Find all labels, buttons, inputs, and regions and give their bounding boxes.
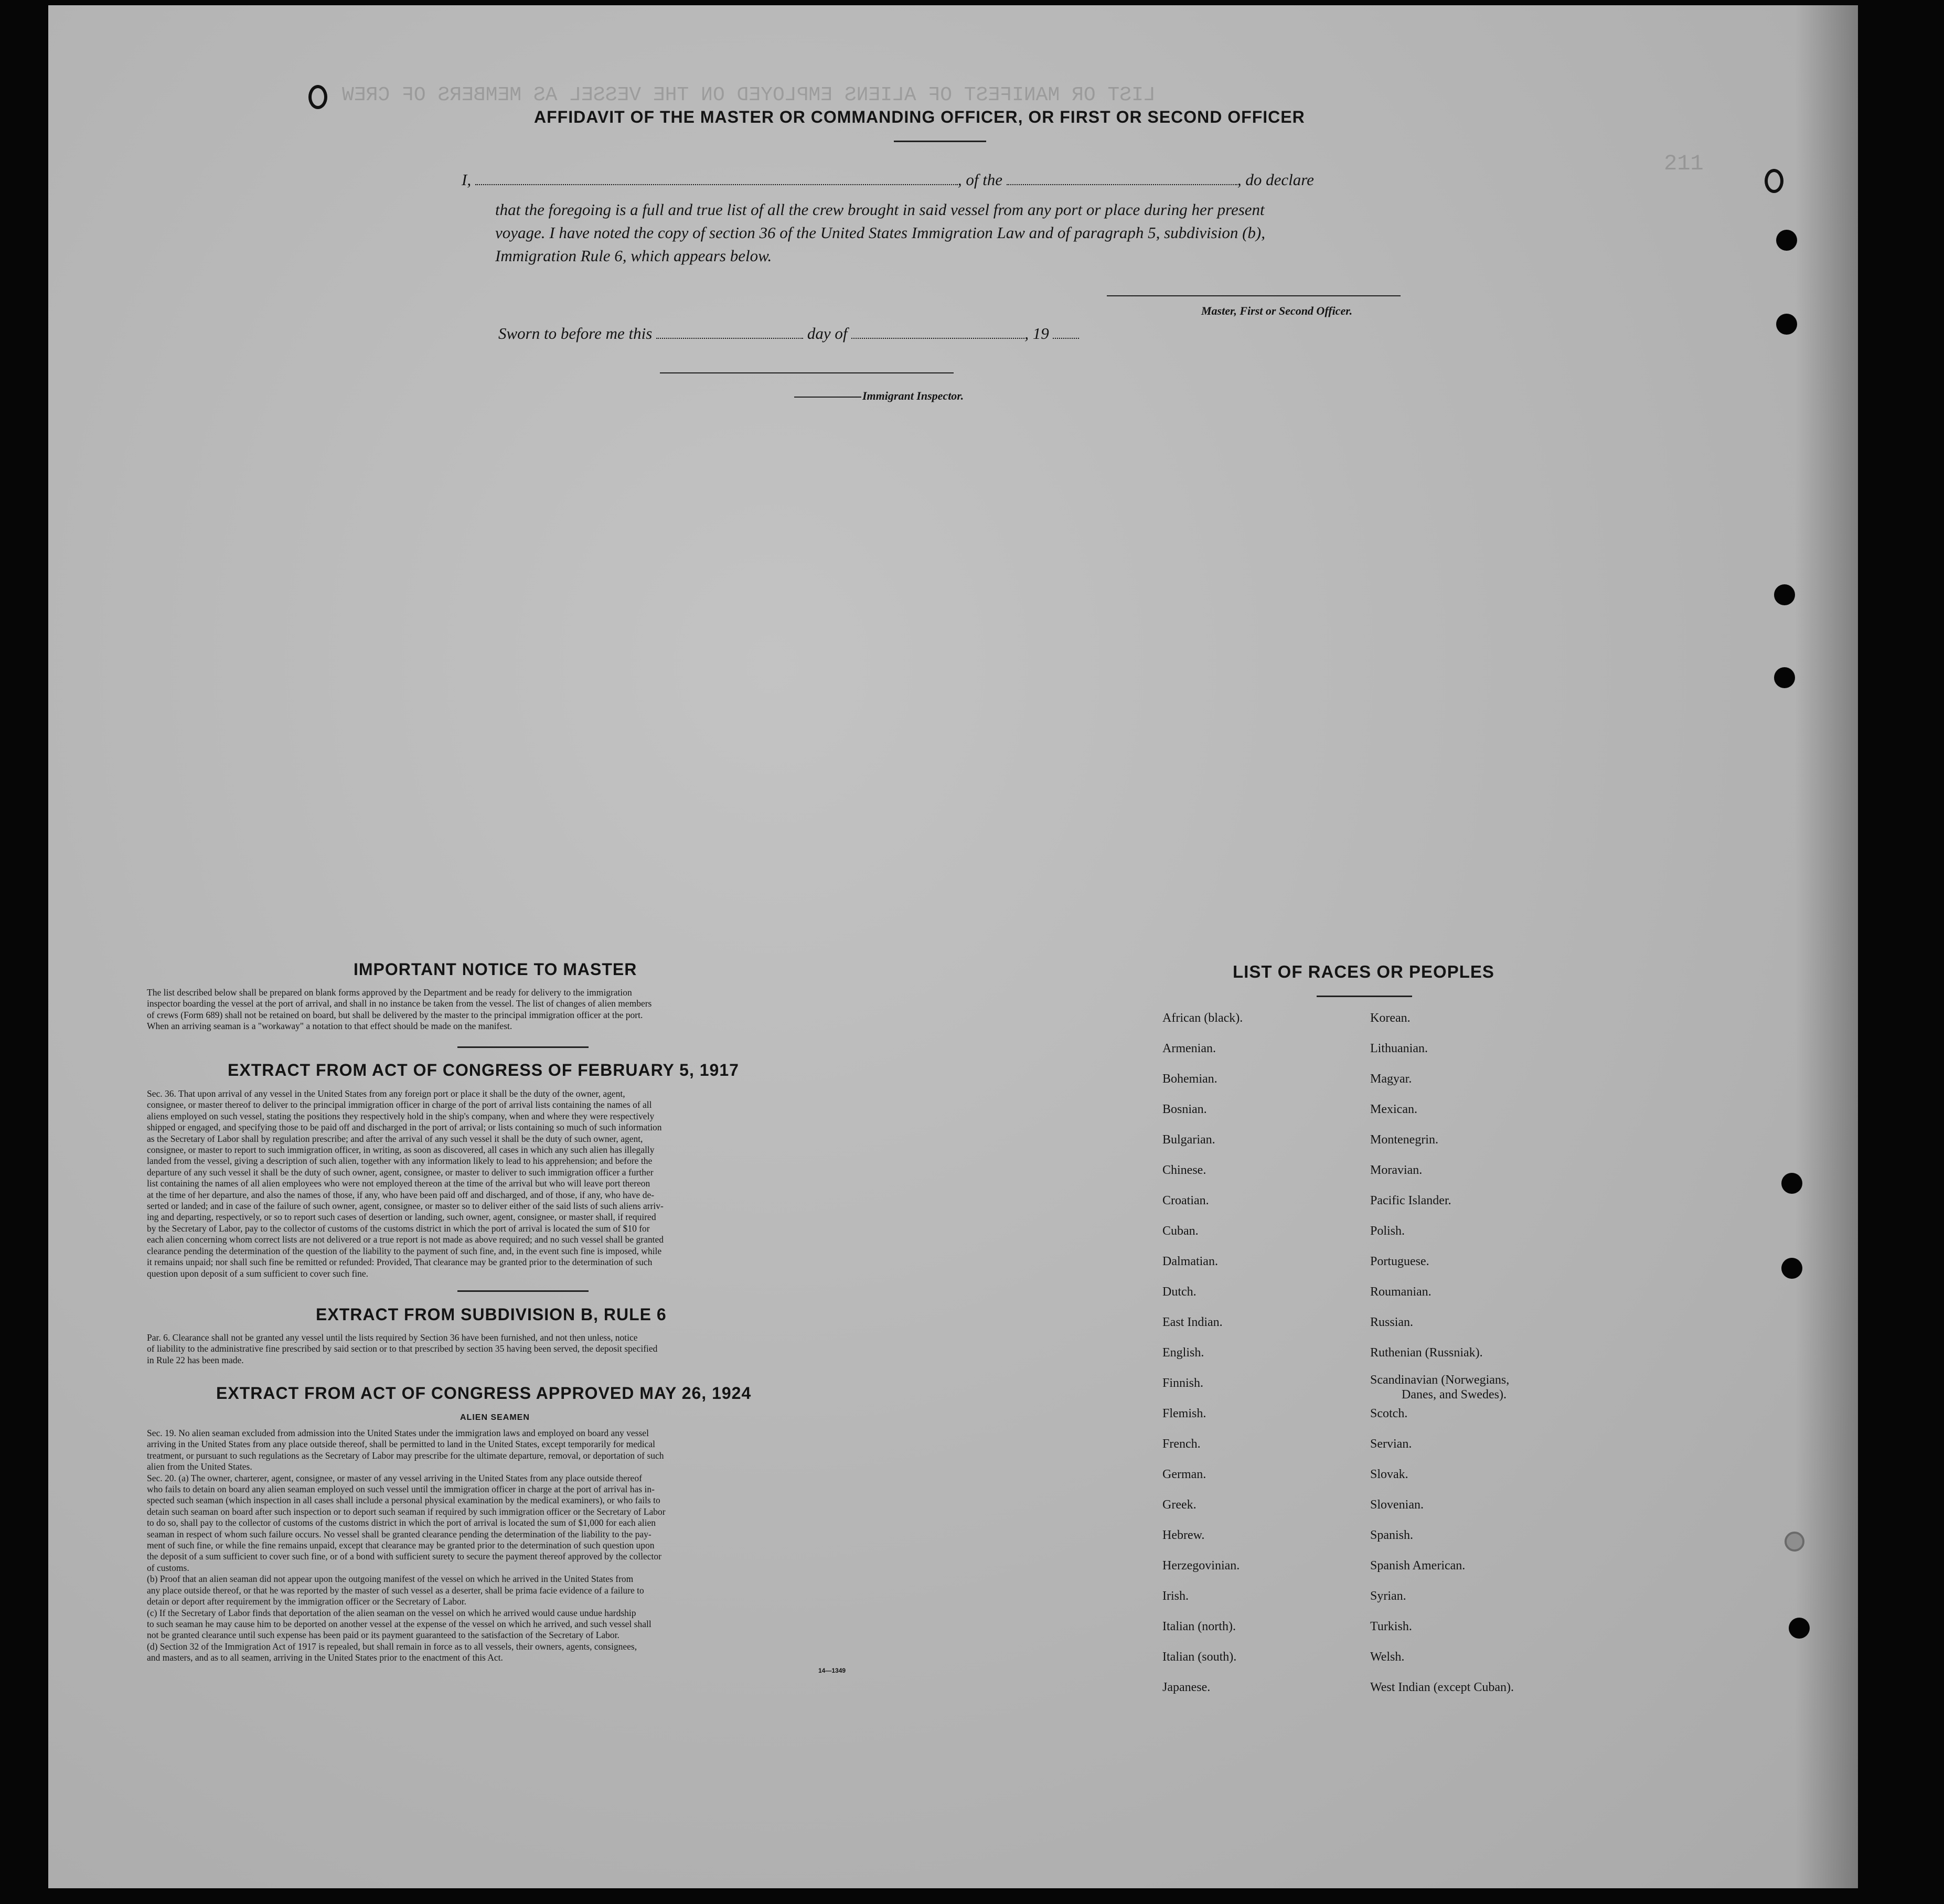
notice-line: The list described below shall be prepared on blank forms approved by the Department and be ready for delivery to the immigration — [147, 987, 632, 998]
race-item: Scotch. — [1370, 1407, 1408, 1420]
extract-1924-line: alien from the United States. — [147, 1461, 252, 1472]
race-item: Croatian. — [1162, 1194, 1209, 1207]
declaration-line-1 — [462, 170, 1314, 189]
race-item: Polish. — [1370, 1224, 1405, 1238]
extract-1917-line: aliens employed on such vessel, stating the positions they respectively hold in the ship's company, when and where they were respectively — [147, 1110, 655, 1121]
subdivision-line: Par. 6. Clearance shall not be granted any vessel until the lists required by Section 36 have been furnished, and not then unless, notice — [147, 1332, 638, 1343]
extract-1917-line: clearance pending the determination of the question of the liability to the payment of such fine, and, in the event such fine is imposed, while — [147, 1245, 662, 1256]
subdivision-line: in Rule 22 has been made. — [147, 1354, 244, 1365]
extract-1924-line: detain such seaman on board after such inspection or to deport such seaman if required by such immigration officer or the Secretary of Labor — [147, 1506, 666, 1517]
punch-hole-icon — [1776, 314, 1797, 335]
race-item: Bohemian. — [1162, 1072, 1217, 1086]
notice-title: IMPORTANT NOTICE TO MASTER — [354, 960, 637, 979]
extract-1924-line: ment of such fine, or while the fine remains unpaid, except that clearance may be granted prior to the determination of such question upon — [147, 1540, 655, 1551]
year-prefix-label: , 19 — [1024, 324, 1049, 343]
do-declare-label: , do declare — [1237, 170, 1314, 189]
extract-1917-line: consignee, or master to report to such immigration officer, in writing, as soon as discovered, all cases in which any such alien has illegally — [147, 1144, 655, 1156]
race-item: Pacific Islander. — [1370, 1194, 1451, 1207]
race-item: Mexican. — [1370, 1103, 1417, 1116]
race-item: Syrian. — [1370, 1589, 1406, 1603]
extract-1917-line: at the time of her departure, and also the names of those, if any, who have been paid off and discharged, and of those, if any, who have de- — [147, 1189, 655, 1200]
extract-1917-line: as the Secretary of Labor shall by regulation prescribe; and after the arrival of any such vessel it shall be the duty of such owner, agent, — [147, 1133, 643, 1144]
sworn-month-field[interactable] — [851, 327, 1024, 339]
extract-1917-line: question upon deposit of a sum sufficient to cover such fine. — [147, 1268, 369, 1279]
race-item: Greek. — [1162, 1498, 1197, 1512]
extract-1917-divider — [457, 1290, 589, 1292]
extract-1924-line: and masters, and as to all seamen, arriving in the United States prior to the enactment of this Act. — [147, 1652, 503, 1663]
punch-hole-icon — [1774, 584, 1795, 605]
race-item: Armenian. — [1162, 1042, 1216, 1055]
extract-1917-line: consignee, or master thereof to deliver to the principal immigration officer in charge of the port of arrival lists containing the names of all — [147, 1099, 652, 1110]
punch-hole-icon — [1785, 1532, 1804, 1552]
race-item: Moravian. — [1370, 1163, 1423, 1177]
punch-hole-icon — [1781, 1258, 1802, 1279]
extract-1924-line: of customs. — [147, 1562, 189, 1573]
punch-hole-icon — [1774, 667, 1795, 688]
day-of-label: day of — [807, 324, 848, 343]
race-item: Italian (north). — [1162, 1620, 1236, 1633]
extract-1917-line: shipped or engaged, and specifying those to be paid off and discharged in the port of arrival; or lists containing so much of such information — [147, 1122, 662, 1133]
race-item: Bosnian. — [1162, 1103, 1207, 1116]
document-page — [48, 5, 1858, 1888]
race-item: Slovenian. — [1370, 1498, 1424, 1512]
extract-1924-title: EXTRACT FROM ACT OF CONGRESS APPROVED MAY 26, 1924 — [216, 1384, 752, 1403]
race-item: Ruthenian (Russniak). — [1370, 1346, 1483, 1360]
affidavit-title: AFFIDAVIT OF THE MASTER OR COMMANDING OFFICER, OR FIRST OR SECOND OFFICER — [534, 108, 1305, 126]
extract-1924-line: Sec. 20. (a) The owner, charterer, agent, consignee, or master of any vessel arriving in the United States from any place outside thereof — [147, 1472, 642, 1483]
race-item: Italian (south). — [1162, 1650, 1237, 1664]
extract-1917-line: ing and departing, respectively, or so to report such cases of desertion or landing, such owner, agent, consignee, or master shall, if required — [147, 1212, 656, 1223]
bleedthrough-header: LIST OR MANIFEST OF ALIENS EMPLOYED ON THE VESSEL AS MEMBERS OF CREW — [342, 84, 1156, 106]
punch-hole-icon — [1789, 1618, 1810, 1639]
race-item: English. — [1162, 1346, 1204, 1360]
extract-1917-title: EXTRACT FROM ACT OF CONGRESS OF FEBRUARY 5, 1917 — [228, 1061, 739, 1079]
race-item: Lithuanian. — [1370, 1042, 1428, 1055]
extract-1917-line: departure of any such vessel it shall be the duty of such owner, agent, consignee, or master to deliver to such immigration officer a further — [147, 1167, 654, 1178]
sworn-line — [498, 324, 1079, 343]
form-number: 14—1349 — [818, 1667, 846, 1674]
declaration-line-4: Immigration Rule 6, which appears below. — [495, 247, 772, 265]
extract-1924-line: any place outside thereof, or that he was reported by the master of such vessel as a deserter, shall be prima facie evidence of a failure to — [147, 1585, 644, 1596]
extract-1924-line: to do so, shall pay to the collector of customs of the customs district in which the port of arrival is located the sum of $1,000 for each alien — [147, 1517, 656, 1528]
race-item: Chinese. — [1162, 1163, 1206, 1177]
extract-1924-line: (d) Section 32 of the Immigration Act of 1917 is repealed, but shall remain in force as to all vessels, their owners, agents, consignees, — [147, 1641, 637, 1652]
inspector-label-dash — [794, 397, 861, 398]
race-item: African (black). — [1162, 1011, 1243, 1025]
race-item: Portuguese. — [1370, 1255, 1429, 1268]
race-item: Montenegrin. — [1370, 1133, 1438, 1147]
race-item: Welsh. — [1370, 1650, 1405, 1664]
bleedthrough-page-number: 211 — [1664, 151, 1704, 176]
extract-1917-line: by the Secretary of Labor, pay to the collector of customs of the customs district in which the port of arrival is located the sum of $10 for — [147, 1223, 650, 1234]
races-title-rule — [1317, 996, 1412, 997]
extract-1924-line: who fails to detain on board any alien seaman employed on such vessel until the immigration officer in charge at the port of arrival has in- — [147, 1484, 655, 1495]
extract-1917-line: serted or landed; and in case of the failure of such owner, agent, consignee, or master so to deliver either of the said lists of such aliens arriv- — [147, 1201, 664, 1212]
extract-1924-line: treatment, or pursuant to such regulations as the Secretary of Labor may prescribe for the ultimate departure, removal, or deportation of such — [147, 1450, 664, 1461]
vessel-name-field[interactable] — [1007, 174, 1237, 185]
race-item: Russian. — [1370, 1315, 1414, 1329]
race-item: Turkish. — [1370, 1620, 1412, 1633]
notice-line: of crews (Form 689) shall not be retained on board, but shall be delivered by the master to the principal immigration officer at the port. — [147, 1009, 643, 1020]
race-item: Servian. — [1370, 1437, 1412, 1451]
race-item: West Indian (except Cuban). — [1370, 1681, 1514, 1694]
race-item: Slovak. — [1370, 1468, 1408, 1481]
extract-1924-line: Sec. 19. No alien seaman excluded from admission into the United States under the immigration laws and employed on board any vessel — [147, 1428, 649, 1438]
subdivision-line: of liability to the administrative fine prescribed by said section or to that prescribed by section 35 having been served, the deposit specified — [147, 1343, 658, 1354]
affidavit-title-rule — [894, 141, 986, 142]
race-item: Danes, and Swedes). — [1402, 1388, 1507, 1402]
notice-text — [147, 987, 914, 1032]
race-item: Scandinavian (Norwegians, — [1370, 1373, 1510, 1387]
declarant-name-field[interactable] — [475, 174, 958, 185]
sworn-year-field[interactable] — [1053, 327, 1079, 339]
punch-hole-icon — [308, 85, 327, 109]
race-item: French. — [1162, 1437, 1201, 1451]
race-item: Spanish. — [1370, 1528, 1414, 1542]
extract-1924-line: arriving in the United States from any place outside thereof, shall be permitted to land in the United States, except temporarily for medical — [147, 1439, 656, 1450]
race-item: Hebrew. — [1162, 1528, 1205, 1542]
race-item: Irish. — [1162, 1589, 1189, 1603]
extract-1924-subtitle: ALIEN SEAMEN — [460, 1413, 530, 1422]
extract-1924-line: (c) If the Secretary of Labor finds that deportation of the alien seaman on the vessel on which he arrived would cause undue hardship — [147, 1607, 636, 1618]
extract-1924-line: detain or deport after requirement by the immigration officer or the Secretary of Labor. — [147, 1596, 467, 1607]
race-item: German. — [1162, 1468, 1206, 1481]
subdivision-title: EXTRACT FROM SUBDIVISION B, RULE 6 — [316, 1305, 667, 1324]
races-title: LIST OF RACES OR PEOPLES — [1233, 962, 1494, 981]
master-signature-line[interactable] — [1107, 295, 1401, 296]
race-item: Korean. — [1370, 1011, 1411, 1025]
extract-1917-line: Sec. 36. That upon arrival of any vessel in the United States from any foreign port or place it shall be the duty of the owner, agent, — [147, 1088, 625, 1099]
inspector-label: Immigrant Inspector. — [862, 389, 964, 402]
inspector-signature-line[interactable] — [660, 372, 954, 373]
race-item: Magyar. — [1370, 1072, 1412, 1086]
master-signature-label: Master, First or Second Officer. — [1201, 304, 1353, 317]
extract-1917-line: it remains unpaid; nor shall such fine be remitted or refunded: Provided, That clearance may be granted prior to the determination of such — [147, 1257, 653, 1268]
race-item: Dalmatian. — [1162, 1255, 1218, 1268]
declaration-line-3: voyage. I have noted the copy of section 36 of the United States Immigration Law and of paragraph 5, subdivision (b), — [495, 223, 1265, 242]
declaration-line-2: that the foregoing is a full and true list of all the crew brought in said vessel from any port or place during her present — [495, 200, 1265, 219]
race-item: Japanese. — [1162, 1681, 1211, 1694]
extract-1924-line: spected such seaman (which inspection in all cases shall include a personal physical examination by the medical examiners), or who fails to — [147, 1495, 660, 1506]
declarant-prefix: I, — [462, 170, 472, 189]
of-the-label: , of the — [957, 170, 1003, 189]
extract-1917-line: list containing the names of all alien employees who were not employed thereon at the time of the arrival but who will leave port thereon — [147, 1178, 650, 1189]
extract-1924-line: (b) Proof that an alien seaman did not appear upon the outgoing manifest of the vessel on which he arrived in the United States from — [147, 1574, 634, 1585]
race-item: Roumanian. — [1370, 1285, 1432, 1299]
race-item: Dutch. — [1162, 1285, 1197, 1299]
notice-line: inspector boarding the vessel at the port of arrival, and shall in no instance be taken from the vessel. The list of changes of alien members — [147, 998, 652, 1009]
page-edge-shadow — [1795, 5, 1858, 1888]
extract-1924-line: the deposit of a sum sufficient to cover such fine, or of a bond with sufficient surety to secure the payment thereof approved by the collector — [147, 1551, 661, 1562]
race-item: Flemish. — [1162, 1407, 1206, 1420]
punch-hole-icon — [1765, 169, 1783, 193]
subdivision-text — [147, 1332, 914, 1366]
extract-1924-text — [147, 1428, 914, 1664]
race-item: Cuban. — [1162, 1224, 1199, 1238]
extract-1917-text — [147, 1088, 914, 1279]
extract-1924-line: to such seaman he may cause him to be deported on another vessel at the expense of the vessel on which he arrived, and such vessel shall — [147, 1618, 651, 1629]
sworn-day-field[interactable] — [656, 327, 803, 339]
extract-1917-line: landed from the vessel, giving a description of such alien, together with any information likely to lead to his apprehension; and before the — [147, 1156, 653, 1167]
notice-line: When an arriving seaman is a "workaway" a notation to that effect should be made on the manifest. — [147, 1021, 512, 1032]
race-item: Herzegovinian. — [1162, 1559, 1240, 1573]
punch-hole-icon — [1781, 1173, 1802, 1194]
extract-1924-line: not be granted clearance until such expense has been paid or its payment guaranteed to the satisfaction of the Secretary of Labor. — [147, 1630, 619, 1641]
race-item: Bulgarian. — [1162, 1133, 1215, 1147]
punch-hole-icon — [1776, 230, 1797, 251]
sworn-label: Sworn to before me this — [498, 324, 653, 343]
race-item: Finnish. — [1162, 1376, 1204, 1390]
race-item: East Indian. — [1162, 1315, 1223, 1329]
extract-1924-line: seaman in respect of whom such failure occurs. No vessel shall be granted clearance pending the determination of the liability to the pay- — [147, 1528, 651, 1539]
extract-1917-line: each alien concerning whom correct lists are not delivered or a true report is not made as above required; and no such vessel shall be granted — [147, 1234, 664, 1245]
notice-divider — [457, 1046, 589, 1048]
race-item: Spanish American. — [1370, 1559, 1466, 1573]
